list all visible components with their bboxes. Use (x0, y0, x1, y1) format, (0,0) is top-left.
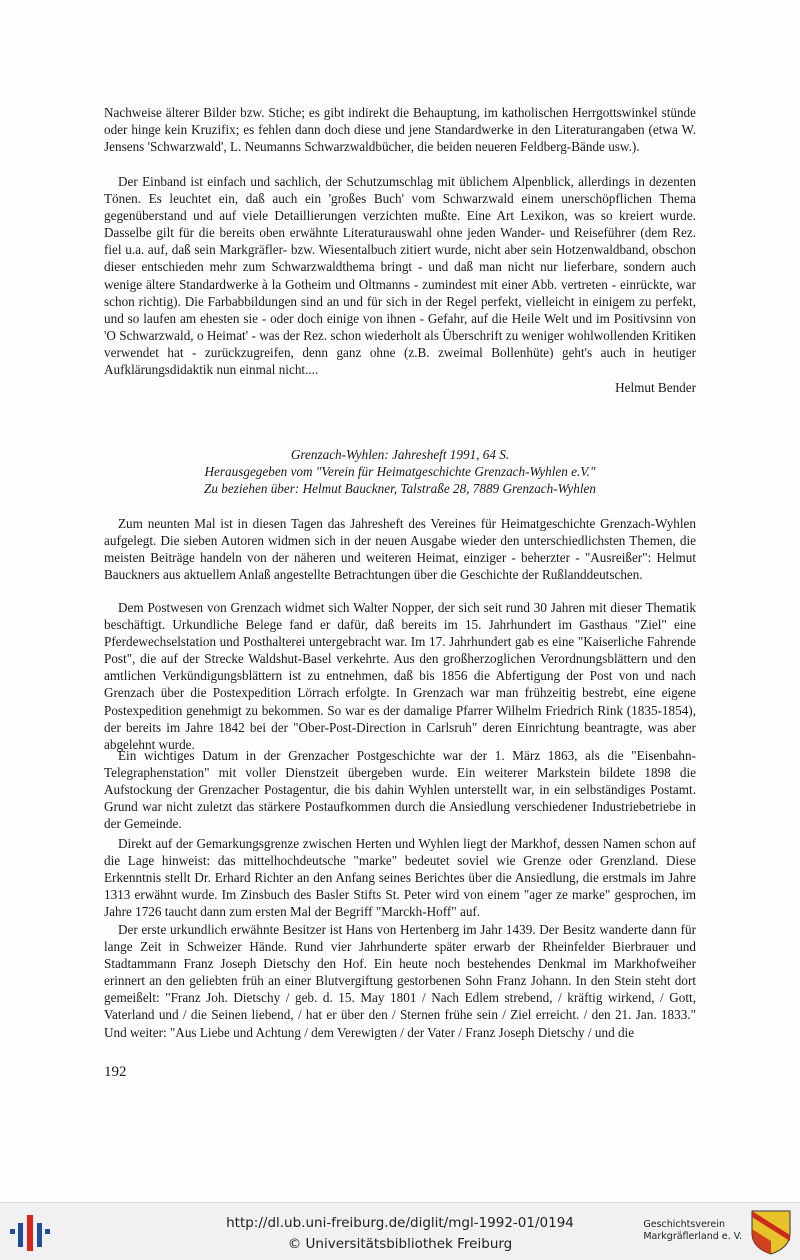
society-line-2: Markgräflerland e. V. (643, 1231, 742, 1242)
footer-copyright: © Universitätsbibliothek Freiburg (287, 1236, 513, 1252)
review-paragraph-1: Zum neunten Mal ist in diesen Tagen das Jahresheft des Vereines für Heimatgeschichte Grenzach-Wyhlen aufgelegt. Die sieben Autoren widmen sich in der neuen Ausgabe wieder den unterschiedlichsten Themen, die meisten Beiträge handeln von der näheren und weiteren Heimat, einziger - beherzter - "Ausreißer": Helmut Bauckners aus aktuellem Anlaß angestellte Betrachtungen über die Geschichte der Rußlanddeutschen. (104, 516, 696, 583)
review-publisher: Herausgegeben vom "Verein für Heimatgeschichte Grenzach-Wyhlen e.V." (204, 464, 596, 480)
footer-url-link[interactable]: http://dl.ub.uni-freiburg.de/diglit/mgl-1992-01/0194 (226, 1215, 574, 1231)
society-name (643, 1219, 742, 1243)
review-source: Zu beziehen über: Helmut Bauckner, Talstraße 28, 7889 Grenzach-Wyhlen (204, 481, 596, 497)
footer-bar (0, 1202, 800, 1260)
review-paragraph-4: Direkt auf der Gemarkungsgrenze zwischen Herten und Wyhlen liegt der Markhof, dessen Namen schon auf die Lage hinweist: das mittelhochdeutsche "marke" bedeutet soviel wie Grenze oder Grenzland. Diese Erkenntnis stellt Dr. Erhard Richter an den Anfang seines Berichtes über die Ansiedlung, die erstmals im Jahre 1313 erwähnt wurde. Im Zinsbuch des Basler Stifts St. Peter wird von einem "ager ze marke" gesprochen, im Jahre 1726 taucht dann zum ersten Mal der Begriff "Marckh-Hoff" auf. (104, 836, 696, 920)
review-paragraph-2: Dem Postwesen von Grenzach widmet sich Walter Nopper, der sich seit rund 30 Jahren mit dieser Thematik beschäftigt. Urkundliche Belege fand er dafür, daß bereits im 15. Jahrhundert im Gasthaus "Ziel" eine Pferdewechselstation und Posthalterei untergebracht war. Im 17. Jahrhundert gab es eine "Kaiserliche Fahrende Post", die auf der Strecke Waldshut-Basel verkehrte. Aus den großherzoglichen Verordnungsblättern und den amtlichen Verkündigungsblättern ist zu entnehmen, daß bis 1856 die Abfertigung der Post von und nach Grenzach über die Postexpedition Lörrach erfolgte. In Grenzach war man frühzeitig bestrebt, eine eigene Postexpedition genehmigt zu bekommen. So war es der damalige Pfarrer Wilhelm Friedrich Rink (1835-1854), der bereits im Jahre 1842 bei der "Ober-Post-Direction in Carlsruh" deren Einrichtung beantragte, was aber abgelehnt wurde. (104, 600, 696, 752)
society-line-1: Geschichtsverein (643, 1219, 725, 1230)
paragraph-1: Nachweise älterer Bilder bzw. Stiche; es gibt indirekt die Behauptung, im katholischen Herrgottswinkel stünde oder hinge kein Kruzifix; es fehlen dann doch diese und jene Standardwerke in den Literaturangaben (etwa W. Jensens 'Schwarzwald', L. Neumanns Schwarzwaldbücher, die beiden neueren Feldberg-Bände usw.). (104, 105, 696, 155)
review-paragraph-3: Ein wichtiges Datum in der Grenzacher Postgeschichte war der 1. März 1863, als die "Eisenbahn-Telegraphenstation" mit voller Dienstzeit übergeben wurde. Ein weiterer Markstein bildete 1898 die Aufstockung der Grenzacher Postagentur, die bis dahin Wyhlen unterstellt war, in ein selbständiges Postamt. Grund war nicht zuletzt das stärkere Postaufkommen durch die Ansiedlung verschiedener Industriebetriebe in der Gemeinde. (104, 748, 696, 832)
review-bibliographic-header (104, 446, 696, 497)
page-number: 192 (104, 1064, 127, 1080)
reviewer-signature: Helmut Bender (615, 380, 696, 395)
paragraph-2: Der Einband ist einfach und sachlich, der Schutzumschlag mit üblichem Alpenblick, allerdings in dezenten Tönen. Es leuchtet ein, daß auch ein 'großes Buch' vom Schwarzwald einem unerschöpflichen Thema gegenüberstand und auf viele Detaillierungen verzichten mußte. Eine Art Lexikon, was so kreiert wurde. Dasselbe gilt für die bereits oben erwähnte Literaturauswahl ohne jeden Wander- und Reiseführer (dem Rez. fiel u.a. auf, daß sein Markgräfler- bzw. Wiesentalbuch zitiert wurde, nicht aber sein Hotzenwaldband, obschon dieser entschieden mehr zum Schwarzwaldthema bringt - und daß man nicht nur lieferbare, sondern auch wenige ältere Standardwerke à la Gotheim und Oltmanns - zumindest mit einer Abb. vertreten - einrückte, war schon richtig). Die Farbabbildungen sind an und für sich in der Regel perfekt, vielleicht in einigem zu perfekt, und so laufen am ehesten sie - oder doch einige von ihnen - Gefahr, auf die Heile Welt und im Positivsinn von 'O Schwarzwald, o Heimat' - was der Rez. schon wiederholt als Überschrift zu weniger wohlwollenden Kritiken verwendet hat - zurückzugreifen, denn ganz ohne (z.B. zweimal Bollenhüte) geht's auch in heutiger Aufklärungsdidaktik nun einmal nicht.... (104, 174, 696, 378)
coat-of-arms-icon[interactable] (750, 1209, 792, 1255)
review-paragraph-5: Der erste urkundlich erwähnte Besitzer ist Hans von Hertenberg im Jahr 1439. Der Besitz wanderte dann für lange Zeit in Schweizer Hände. Rund vier Jahrhunderte später erwarb der Rheinfelder Bierbrauer und Stadtammann Franz Joseph Dietschy den Hof. Ein heute noch bestehendes Denkmal im Markhofweiher erinnert an den geliebten früh an einer Blutvergiftung gestorbenen Sohn Franz Johann. In den Stein steht dort gemeißelt: "Franz Joh. Dietschy / geb. d. 15. May 1801 / Nach Edlem strebend, / kräftig wirkend, / Gott, Vaterland und / die Seinen liebend, / hat er über den / Sternen frühe sein / Ziel erreicht. / den 21. Jan. 1833." Und weiter: "Aus Liebe und Achtung / dem Verewigten / der Vater / Franz Joseph Dietschy / und die (104, 922, 696, 1040)
review-title: Grenzach-Wyhlen: Jahresheft 1991, 64 S. (290, 447, 510, 462)
